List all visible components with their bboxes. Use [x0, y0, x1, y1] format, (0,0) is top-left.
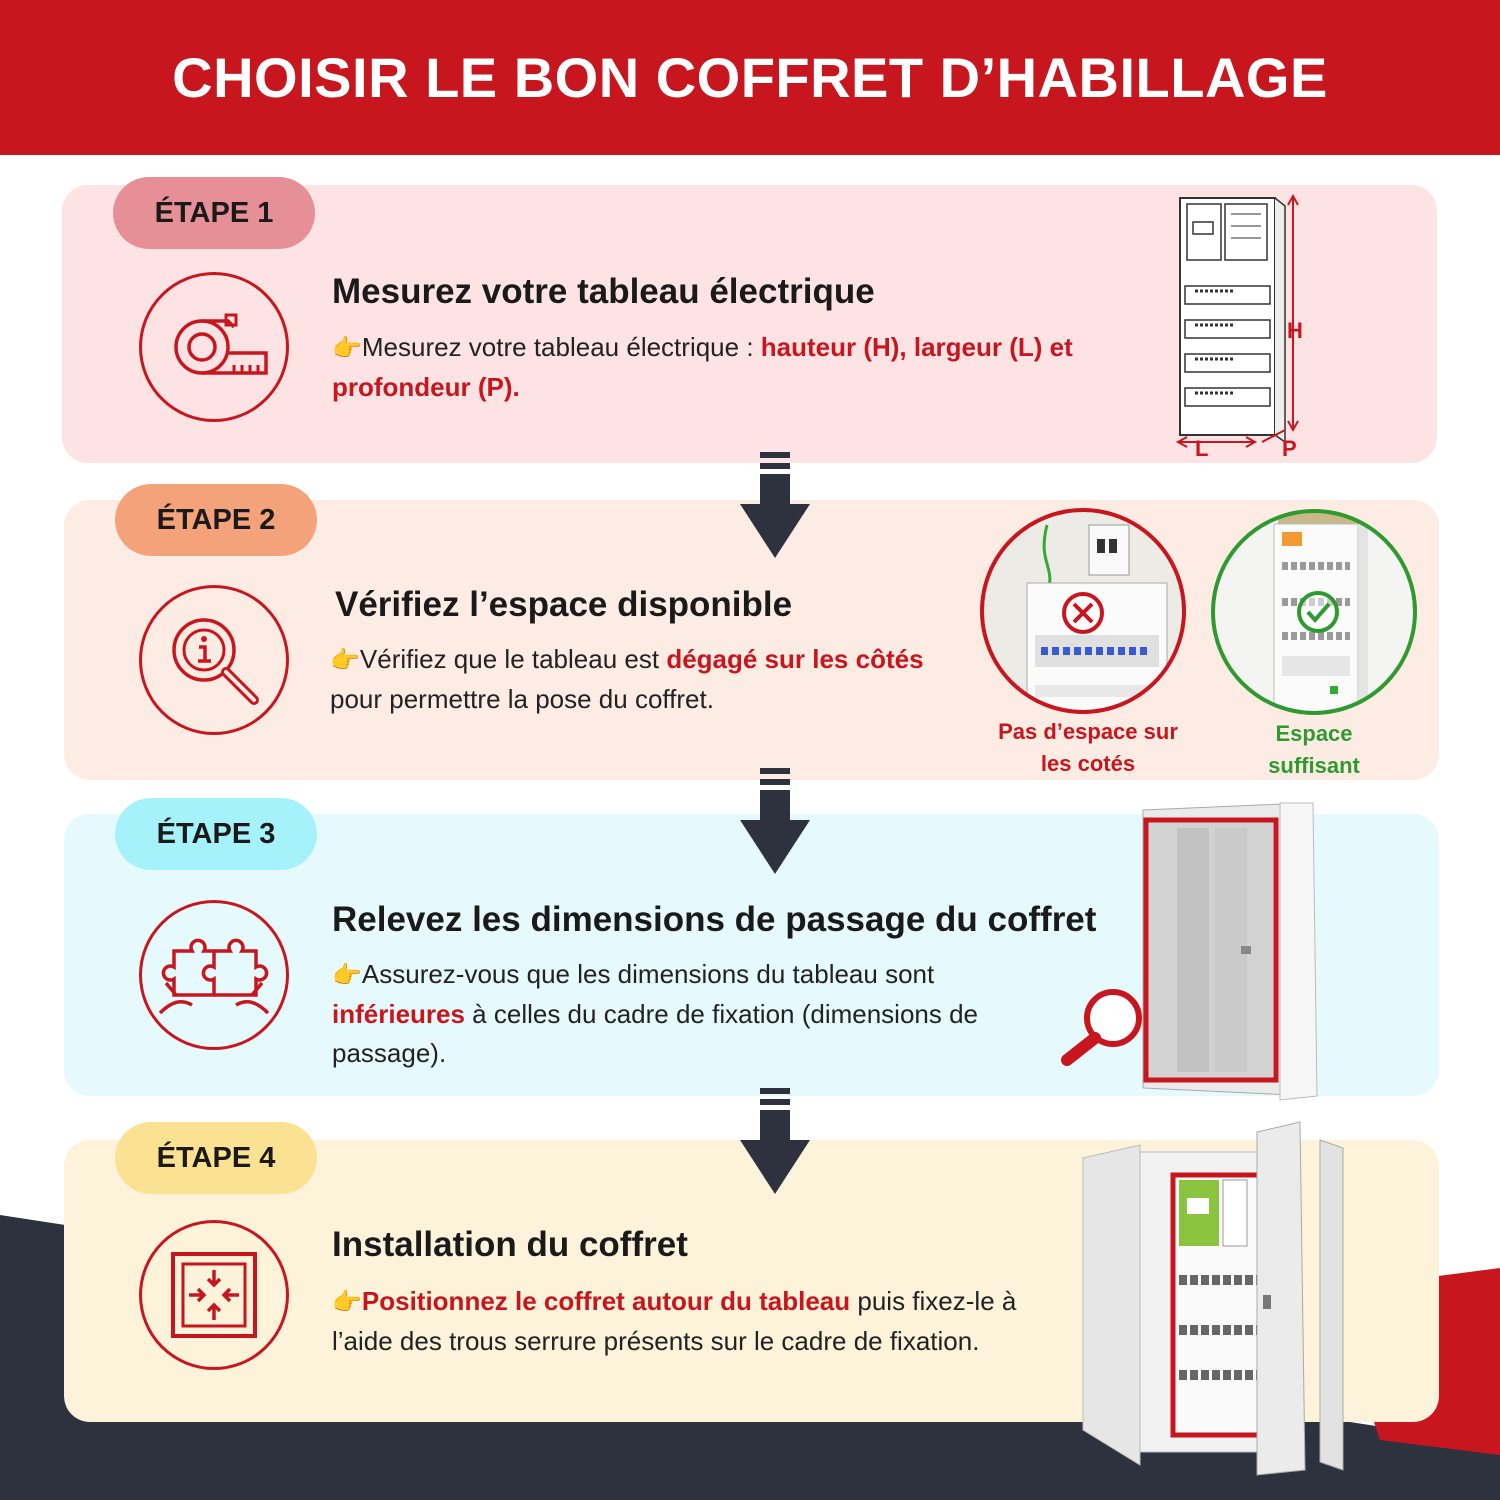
- electrical-panel-dimensions-illustration: [1165, 190, 1325, 465]
- step-1-text-before: Mesurez votre tableau électrique :: [361, 332, 761, 362]
- step-3-title: Relevez les dimensions de passage du coffret: [332, 900, 1097, 939]
- tape-measure-icon: [154, 287, 274, 407]
- down-arrow-2: [740, 768, 810, 876]
- step-2-title: Vérifiez l’espace disponible: [335, 585, 793, 624]
- step-2-text: [330, 640, 970, 719]
- step-3-icon-circle: [139, 900, 289, 1050]
- magnifier-icon: [1067, 992, 1139, 1060]
- step-2-text-before: Vérifiez que le tableau est: [359, 644, 667, 674]
- step-2-icon-circle: [139, 585, 289, 735]
- step-2-label: ÉTAPE 2: [115, 484, 317, 556]
- header-banner: [0, 0, 1500, 155]
- enough-space-caption: Espace suffisant: [1268, 721, 1360, 778]
- step-1-icon-circle: [139, 272, 289, 422]
- installed-cabinet-illustration: [1075, 1120, 1350, 1482]
- no-space-caption: Pas d’espace sur les cotés: [998, 719, 1178, 776]
- page-title: CHOISIR LE BON COFFRET D’HABILLAGE: [172, 46, 1328, 109]
- width-label: L: [1195, 436, 1209, 461]
- step-3-text-highlight: inférieures: [332, 999, 465, 1029]
- step-4-label: ÉTAPE 4: [115, 1122, 317, 1194]
- step-2-text-after: pour permettre la pose du coffret.: [330, 684, 714, 714]
- enough-space-example-photo: [1208, 506, 1420, 718]
- pointing-hand-icon: 👉: [332, 1289, 362, 1316]
- arrows-in-frame-icon: [159, 1240, 269, 1350]
- step-3-text-after: à celles du cadre de fixation (dimensions de passage).: [332, 999, 979, 1068]
- step-4-title: Installation du coffret: [332, 1225, 688, 1264]
- info-magnifier-icon: [154, 600, 274, 720]
- down-arrow-1: [740, 452, 810, 560]
- depth-label: P: [1282, 436, 1297, 461]
- step-4-text: [332, 1282, 1032, 1361]
- step-4-icon-circle: [139, 1220, 289, 1370]
- step-1-text-highlight: hauteur (H), largeur (L) et profondeur (P).: [332, 332, 1073, 402]
- step-1-title: Mesurez votre tableau électrique: [332, 272, 875, 311]
- step-3-text-before: Assurez-vous que les dimensions du tableau sont: [361, 959, 935, 989]
- step-2-text-highlight: dégagé sur les côtés: [666, 644, 924, 674]
- pointing-hand-icon: 👉: [332, 962, 362, 989]
- step-3-label: ÉTAPE 3: [115, 798, 317, 870]
- height-label: H: [1287, 318, 1303, 343]
- mounting-frame-illustration: [1055, 798, 1320, 1106]
- pointing-hand-icon: 👉: [332, 335, 362, 362]
- step-4-text-highlight: Positionnez le coffret autour du tableau: [361, 1286, 851, 1316]
- step-3-text: [332, 955, 1032, 1073]
- check-mark-icon: [1299, 593, 1337, 631]
- down-arrow-3: [740, 1088, 810, 1196]
- pointing-hand-icon: 👉: [330, 647, 360, 674]
- step-1-text: [332, 328, 1122, 407]
- step-1-label: ÉTAPE 1: [113, 177, 315, 249]
- puzzle-hands-icon: [152, 913, 276, 1037]
- no-space-example-photo: [977, 505, 1189, 717]
- step-4-text-after: puis fixez-le à l’aide des trous serrure présents sur le cadre de fixation.: [332, 1286, 1017, 1356]
